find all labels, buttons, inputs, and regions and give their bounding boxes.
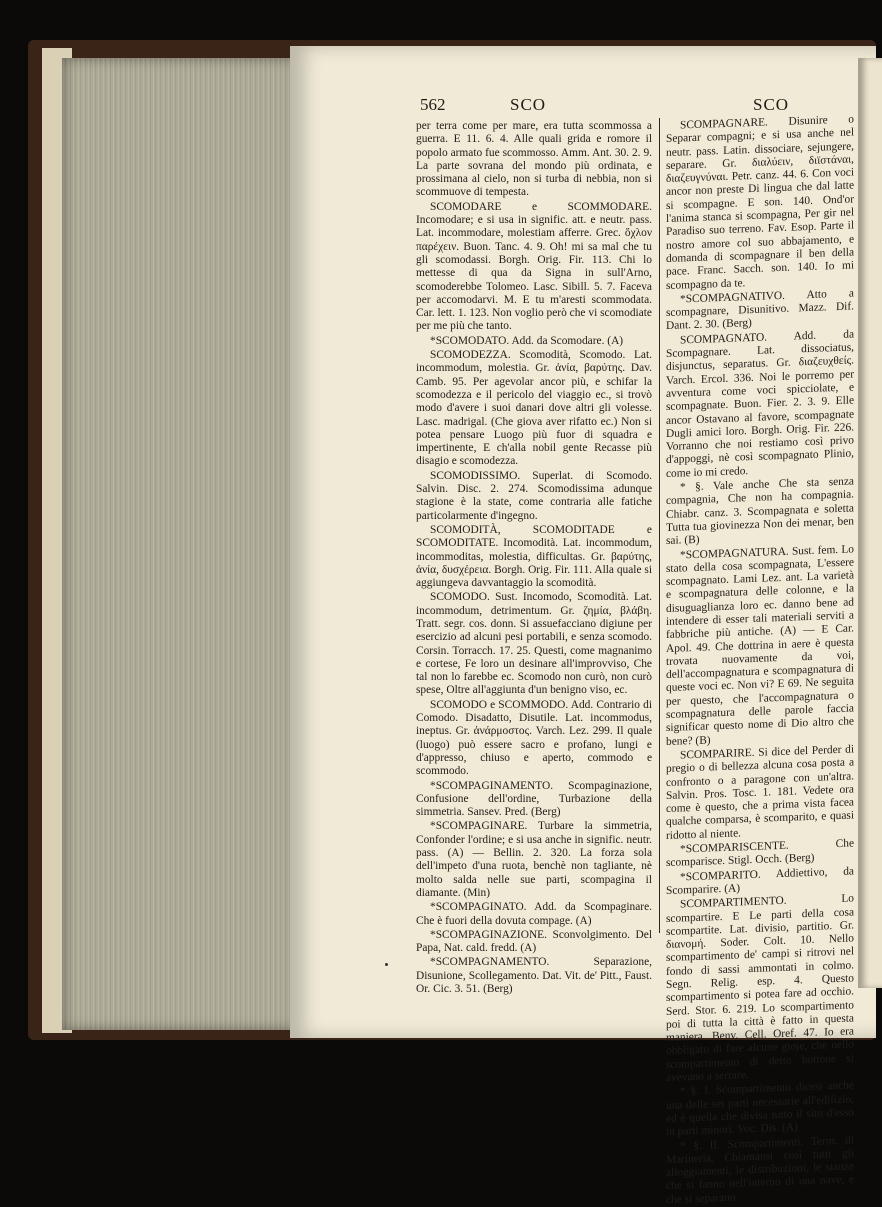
page-number: 562 xyxy=(420,95,446,114)
entry-paragraph: SCOMODISSIMO. Superlat. di Scomodo. Salvin. Disc. 2. 274. Scomodissima adunque stagione è la state, come contraria alle fatiche particolarmente d'ingegno. xyxy=(416,469,652,522)
left-column xyxy=(416,120,652,995)
entry-paragraph: SCOMODO e SCOMMODO. Add. Contrario di Comodo. Disadatto, Disutile. Lat. incommodus, ineptus. Gr. ἀνάρμοστος. Varch. Lez. 299. Il quale (luogo) può essere sacro e profano, lungi e d'appresso, chiuso e aperto, commodo e scommodo. xyxy=(416,698,652,778)
left-running-head: SCO xyxy=(510,95,547,114)
entry-paragraph: SCOMODEZZA. Scomodità, Scomodo. Lat. incommodum, molestia. Gr. ἀνία, βαρύτης. Dav. Camb. 95. Per agevolar ancor più, e schifar la scomodezza e il pericolo del viaggio ec., si trovò modo d'avere i suoi danari dove altri gli volesse. Lasc. madrigal. (Che giova aver rifatto ec.) Non si potea pensare Luogo più fuor di squadra e impertinente, E ch'alla nobil gente Recasse più disagio e scomodezza. xyxy=(416,349,652,468)
entry-paragraph: * §. Vale anche Che sta senza compagnia, Che non ha compagnia. Chiabr. canz. 3. Scompagnata e soletta Tutta tua giovinezza Non dei menar, ben sai. (B) xyxy=(666,475,854,548)
entry-paragraph: *SCOMODATO. Add. da Scomodare. (A) xyxy=(430,334,624,347)
entry-paragraph: *SCOMPAGINATO. Add. da Scompaginare. Che è fuori della dovuta compage. (A) xyxy=(416,901,652,927)
page-edges xyxy=(62,58,304,1030)
ink-speck xyxy=(385,963,388,966)
entry-paragraph: *SCOMPAGINAZIONE. Sconvolgimento. Del Papa, Nat. cald. fredd. (A) xyxy=(416,928,652,955)
entry-paragraph: *SCOMPAGNATIVO. Atto a scompagnare, Disunitivo. Mazz. Dif. Dant. 2. 30. (Berg) xyxy=(666,287,854,333)
column-rule xyxy=(659,118,660,933)
entry-paragraph: * §. II. Scompartimenti. Term. di Marineria. Chiamansi così tutti gli alloggiamenti, le distribuzioni, le stanze che si fanno nell'interno di una nave, e che si separano xyxy=(666,1133,854,1206)
entry-paragraph: *SCOMPAGINARE. Turbare la simmetria, Confonder l'ordine; e si usa anche in signific. neutr. pass. (A) — Bellin. 2. 320. La forza sola dell'impeto d'una ruota, benchè non tagliante, nè molto salda nelle sue parti, scompagina il diamante. (Min) xyxy=(416,820,652,899)
entry-paragraph: *SCOMPAGINAMENTO. Scompaginazione, Confusione dell'ordine, Turbazione della simmetria. Sansev. Pred. (Berg) xyxy=(416,779,652,819)
entry-paragraph: *SCOMPAGNATURA. Sust. fem. Lo stato della cosa scompagnata, L'essere scompagnato. Lami Lez. ant. La varietà e scompagnatura delle colonne, e la disuguaglianza loro ec. danno bene ad intendere di esser tali materiali serviti a fabbriche più antiche. (A) — E Car. Apol. 49. Che dottrina in aere è questa trovata nuovamente da voi, dell'accompagnatura e scompagnatura di queste voci ec. Non vi? E 69. Ne seguita per questo, che l'accompagnatura o scompagnatura delle parole faccia significar questo nome di Dio altro che bene? (B) xyxy=(666,542,854,748)
entry-paragraph: *SCOMPARITO. Addiettivo, da Scomparire. (A) xyxy=(666,865,854,897)
entry-paragraph: SCOMPARIRE. Si dice del Perder di pregio o di bellezza alcuna cosa posta a confronto o a paragone con un'altra. Salvin. Pros. Tosc. 1. 181. Vedete ora come è questo, che a prima vista facea qualche comparsa, è scomparito, e quasi ridotto al niente. xyxy=(666,743,854,842)
entry-paragraph: *SCOMPAGNAMENTO. Separazione, Disunione, Scollegamento. Dat. Vit. de' Pitt., Faust. Or. Cic. 3. 51. (Berg) xyxy=(416,956,652,995)
facing-page-edge xyxy=(858,58,882,988)
entry-paragraph: SCOMPARTIMENTO. Lo scompartire. E Le parti della cosa scompartite. Lat. divisio, partitio. Gr. διανομή. Soder. Colt. 10. Nello scompartimento de' campi si ritrovi nel fondo di sassi ammontati in colmo. Segn. Relig. esp. 4. Questo scompartimento si potea fare ad occhio. Serd. Stor. 6. 219. Lo scompartimento poi di tutta la città è fatto in questa maniera. Benv. Cell. Oref. 47. Io era obbligato di fare alcune gioje, che nello scompartimento di detto bottone si avevano a serrare. xyxy=(666,892,854,1085)
right-running-head: SCO xyxy=(753,95,790,114)
entry-paragraph: * §. I. Scompartimento dicesi anche una delle sei parti necessarie all'edifizio, ed è quella che divisa tutto il sito d'esso in parti minori. Voc. Dis. (A) xyxy=(666,1079,854,1139)
right-column xyxy=(666,113,854,1206)
entry-paragraph: SCOMPAGNARE. Disunire o Separar compagni; e si usa anche nel neutr. pass. Latin. dissociare, sejungere, separare. Gr. διαλύειν, διϊστάναι, διαζευγνύναι. Petr. canz. 44. 6. Con voci ancor non preste Di lingua che dal latte si scompagne. E son. 140. Ond'or l'anima stanca si scompagna, Per gir nel Paradiso suo terreno. Fav. Esop. Parte il nostro amore col suo abbajamento, e domanda di scompagnare il ben della pace. Franc. Sacch. son. 140. Io mi scompagno da te. xyxy=(666,113,854,292)
entry-paragraph: SCOMODITÀ, SCOMODITADE e SCOMODITATE. Incomodità. Lat. incommodum, incommoditas, molestia, difficultas. Gr. βαρύτης, ἀνία, δυσχέρεια. Borgh. Orig. Fir. 111. Alla quale si aggiungeva davvantaggio la scomodità. xyxy=(416,523,652,590)
entry-paragraph: SCOMPAGNATO. Add. da Scompagnare. Lat. dissociatus, disjunctus, separatus. Gr. διαζευχθείς. Varch. Ercol. 336. Noi le porremo per avventura come voci spicciolate, e scompagnate. Buon. Fier. 2. 3. 9. Elle ancor Ostavano al favore, scompagnate Dugli amici loro. Borgh. Orig. Fir. 226. Vorranno che noi restiamo così privo d'appoggi, nè così scompagnato Plinio, come io mi credo. xyxy=(666,328,854,480)
entry-paragraph: per terra come per mare, era tutta scommossa a guerra. E 11. 6. 4. Alle quali grida e romore il popolo armato fue scommosso. Amm. Ant. 30. 2. 9. La parte sovrana del mondo più ordinata, e prossimana al cielo, non si turba di nebbia, non si scommuove di tempesta. xyxy=(416,120,652,199)
entry-paragraph: SCOMODARE e SCOMMODARE. Incomodare; e si usa in signific. att. e neutr. pass. Lat. incommodare, molestiam afferre. Grec. ὄχλον παρέχειν. Buon. Tanc. 4. 9. Oh! mi sa mal che tu gli scomodassi. Borgh. Orig. Fir. 113. Chi lo mettesse di qua da Signa in sull'Arno, scomoderebbe Tolomeo. Lasc. Sibill. 5. 7. Faceva per accomodarvi. M. E tu m'aresti scommodata. Car. lett. 1. 123. Non voglio però che vi scomodiate per me più che tanto. xyxy=(416,200,652,333)
entry-paragraph: *SCOMPARISCENTE. Che scomparisce. Stigl. Occh. (Berg) xyxy=(666,837,854,870)
entry-paragraph: SCOMODO. Sust. Incomodo, Scomodità. Lat. incommodum, detrimentum. Gr. ζημία, βλάβη. Tratt. segr. cos. donn. Si assuefacciano digiune per esercizio ad alcuni pesi portabili, e senza scomodo. Corsin. Torracch. 17. 25. Questi, come magnanimo e cortese, Fe loro un desinare all'improvviso, Che tal non lo farebbe ec. Scomodo non curò, non curò spese, Oltre all'aggiunta d'un benigno viso, ec. xyxy=(416,591,652,697)
